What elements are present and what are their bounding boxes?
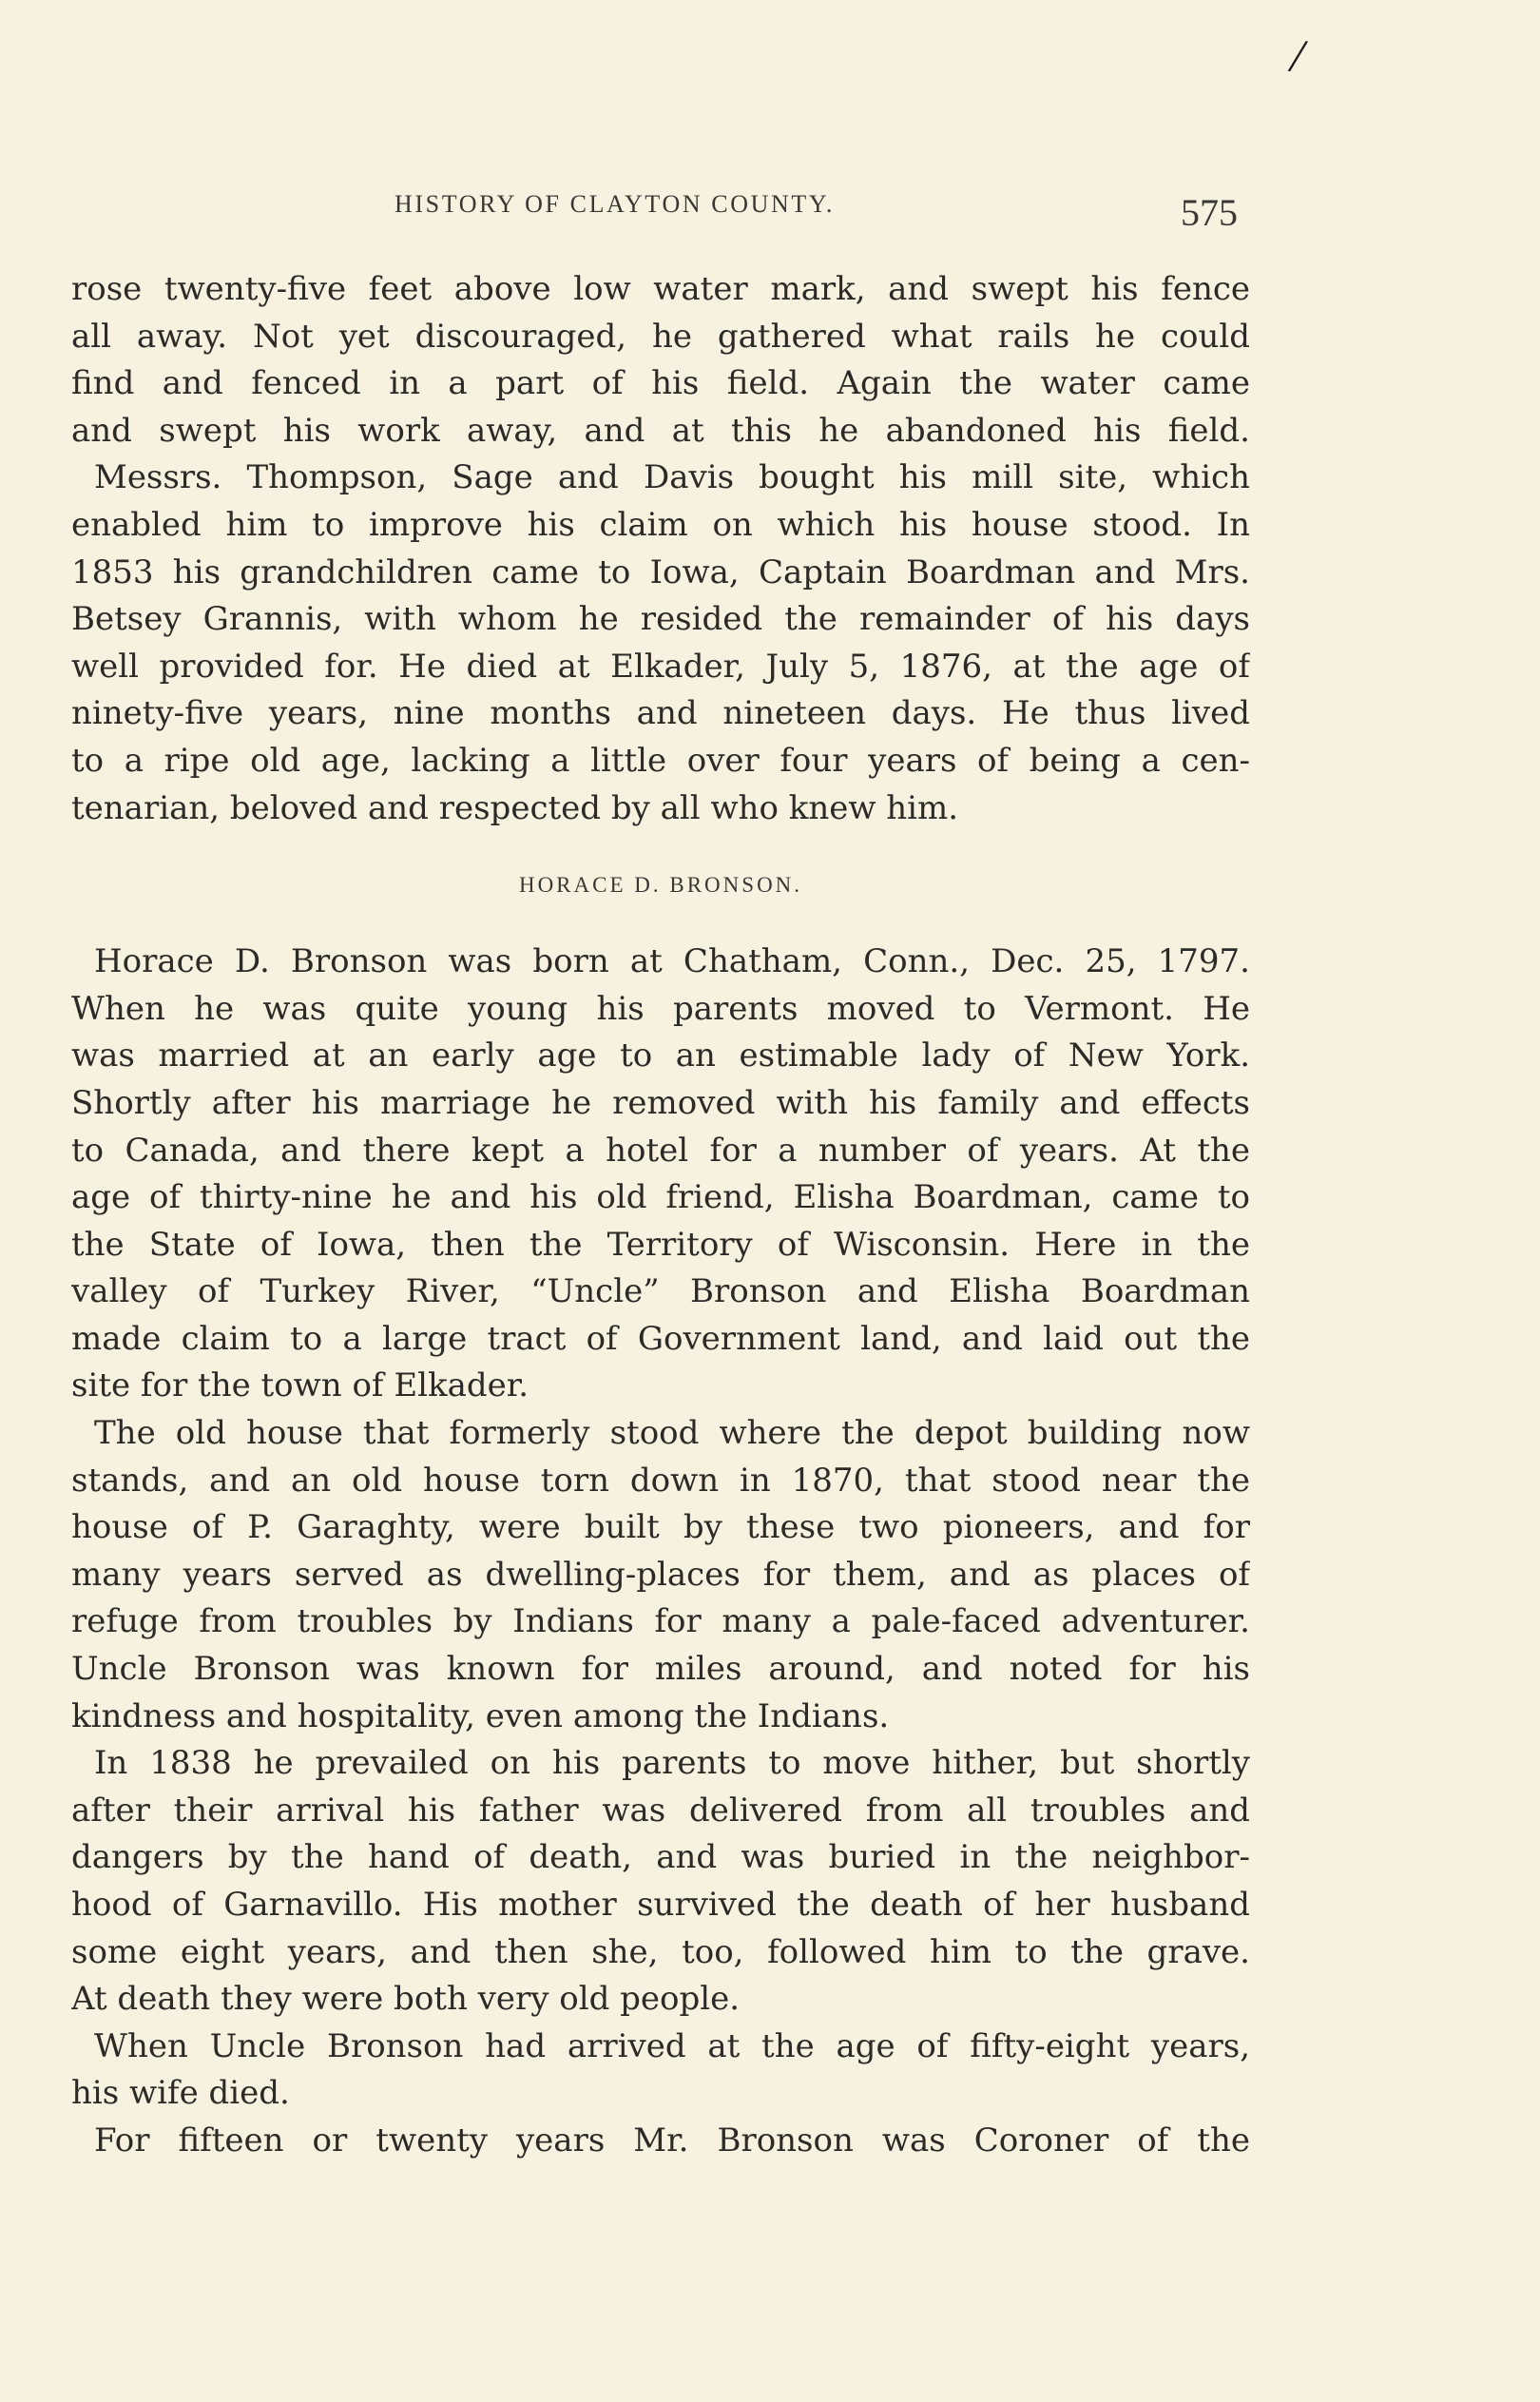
text-line: to a ripe old age, lacking a little over four years of being a cen- <box>71 741 1250 780</box>
text-line: For fifteen or twenty years Mr. Bronson was Coroner of the <box>94 2121 1250 2160</box>
text-line: site for the town of Elkader. <box>71 1366 529 1405</box>
text-line: rose twenty-five feet above low water mark, and swept his fence <box>71 270 1250 308</box>
text-line: hood of Garnavillo. His mother survived the death of her husband <box>71 1886 1250 1924</box>
text-line: well provided for. He died at Elkader, July 5, 1876, at the age of <box>71 647 1250 686</box>
text-line: was married at an early age to an estimable lady of New York. <box>71 1036 1250 1075</box>
text-line: When he was quite young his parents moved to Vermont. He <box>71 989 1250 1028</box>
running-head: HISTORY OF CLAYTON COUNTY. <box>395 190 835 218</box>
paragraph <box>71 1410 1250 1740</box>
text-line: to Canada, and there kept a hotel for a number of years. At the <box>71 1131 1250 1170</box>
text-line: age of thirty-nine he and his old friend, Elisha Boardman, came to <box>71 1178 1250 1217</box>
text-line: When Uncle Bronson had arrived at the age of fifty-eight years, <box>94 2026 1250 2065</box>
text-line: refuge from troubles by Indians for many a pale-faced adventurer. <box>71 1602 1250 1641</box>
text-line: made claim to a large tract of Government land, and laid out the <box>71 1319 1250 1358</box>
text-line: valley of Turkey River, “Uncle” Bronson and Elisha Boardman <box>71 1272 1250 1311</box>
text-line: kindness and hospitality, even among the Indians. <box>71 1696 890 1735</box>
paragraph <box>71 266 1250 832</box>
text-line: stands, and an old house torn down in 1870, that stood near the <box>71 1461 1250 1500</box>
text-line: enabled him to improve his claim on which his house stood. In <box>71 505 1250 544</box>
text-line: all away. Not yet discouraged, he gathered what rails he could <box>71 317 1250 356</box>
paragraph <box>71 939 1250 1410</box>
text-line: Shortly after his marriage he removed with his family and effects <box>71 1083 1250 1122</box>
text-line: In 1838 he prevailed on his parents to move hither, but shortly <box>94 1744 1250 1783</box>
text-line: his wife died. <box>71 2074 290 2113</box>
text-line: after their arrival his father was delivered from all troubles and <box>71 1791 1250 1830</box>
text-line: The old house that formerly stood where the depot building now <box>94 1414 1250 1453</box>
text-line: many years served as dwelling-places for them, and as places of <box>71 1555 1250 1594</box>
text-line: 1853 his grandchildren came to Iowa, Captain Boardman and Mrs. <box>71 552 1250 591</box>
section-heading: HORACE D. BRONSON. <box>518 873 803 898</box>
text-line: find and fenced in a part of his field. Again the water came <box>71 364 1250 403</box>
paragraph <box>71 2024 1250 2118</box>
text-line: Messrs. Thompson, Sage and Davis bought his mill site, which <box>94 458 1250 497</box>
text-line: Uncle Bronson was known for miles around, and noted for his <box>71 1650 1250 1689</box>
text-line: tenarian, beloved and respected by all who knew him. <box>71 788 959 827</box>
text-line: Betsey Grannis, with whom he resided the remainder of his days <box>71 600 1250 639</box>
body-text <box>71 266 1250 2165</box>
text-line: and swept his work away, and at this he abandoned his field. <box>71 411 1250 450</box>
text-line: Horace D. Bronson was born at Chatham, Conn., Dec. 25, 1797. <box>94 942 1250 981</box>
corner-pencil-mark: / <box>1285 29 1311 85</box>
text-line: house of P. Garaghty, were built by these two pioneers, and for <box>71 1508 1250 1547</box>
text-line: dangers by the hand of death, and was buried in the neighbor- <box>71 1838 1250 1877</box>
text-line: the State of Iowa, then the Territory of Wisconsin. Here in the <box>71 1225 1250 1264</box>
paragraph <box>71 2118 1250 2165</box>
text-line: At death they were both very old people. <box>71 1980 741 2019</box>
paragraph <box>71 1740 1250 2024</box>
page-number: 575 <box>1181 191 1238 234</box>
text-line: some eight years, and then she, too, followed him to the grave. <box>71 1932 1250 1971</box>
text-line: ninety-five years, nine months and nineteen days. He thus lived <box>71 694 1250 733</box>
